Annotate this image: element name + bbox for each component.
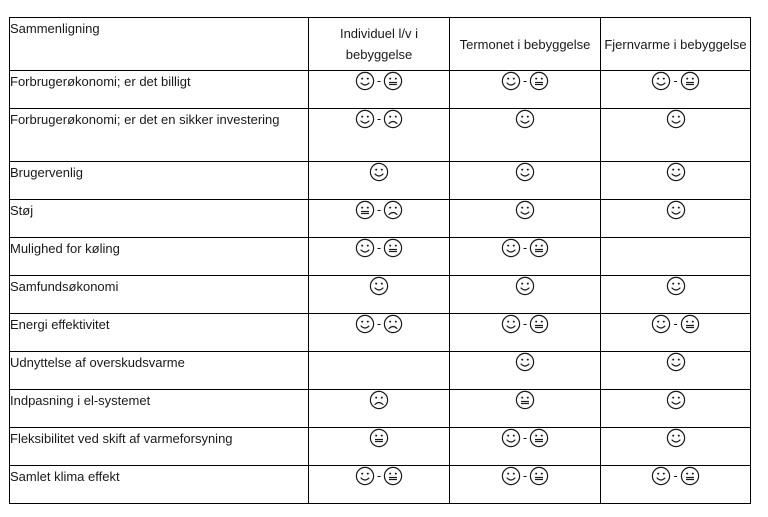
range-separator: - (376, 73, 382, 88)
frowning-face-icon (369, 390, 389, 410)
range-separator: - (376, 202, 382, 217)
table-row (10, 390, 751, 428)
rating-cell (601, 238, 751, 276)
frowning-face-icon (383, 314, 403, 334)
frowning-face-icon (383, 109, 403, 129)
neutral-face-icon (515, 390, 535, 410)
rating-cell (450, 428, 601, 466)
row-label: Brugervenlig (10, 162, 309, 200)
rating-cell (601, 276, 751, 314)
rating-cell (601, 109, 751, 162)
rating-cell (450, 276, 601, 314)
rating-cell (309, 428, 450, 466)
table-body (10, 71, 751, 504)
smiley-face-icon (501, 314, 521, 334)
neutral-face-icon (529, 428, 549, 448)
row-label: Støj (10, 200, 309, 238)
rating-cell (450, 109, 601, 162)
smiley-face-icon (651, 466, 671, 486)
row-label: Mulighed for køling (10, 238, 309, 276)
header-termonet: Termonet i bebyggelse (450, 18, 601, 71)
table-row (10, 109, 751, 162)
smiley-face-icon (666, 162, 686, 182)
header-individuel-lv: Individuel l/v i bebyggelse (309, 18, 450, 71)
range-separator: - (522, 430, 528, 445)
neutral-face-icon (529, 238, 549, 258)
range-separator: - (522, 240, 528, 255)
smiley-face-icon (666, 352, 686, 372)
rating-cell (309, 200, 450, 238)
smiley-face-icon (355, 314, 375, 334)
rating-cell (450, 200, 601, 238)
comparison-table (9, 17, 751, 504)
smiley-face-icon (501, 466, 521, 486)
range-separator: - (376, 468, 382, 483)
neutral-face-icon (383, 466, 403, 486)
rating-cell (309, 352, 450, 390)
neutral-face-icon (383, 238, 403, 258)
table-row (10, 162, 751, 200)
smiley-face-icon (355, 71, 375, 91)
rating-cell (309, 71, 450, 109)
rating-cell (309, 162, 450, 200)
rating-cell (450, 238, 601, 276)
smiley-face-icon (666, 276, 686, 296)
smiley-face-icon (515, 276, 535, 296)
smiley-face-icon (355, 238, 375, 258)
rating-cell (450, 162, 601, 200)
rating-cell (309, 466, 450, 504)
range-separator: - (376, 316, 382, 331)
rating-cell (601, 162, 751, 200)
table-row (10, 466, 751, 504)
rating-cell (601, 390, 751, 428)
smiley-face-icon (666, 390, 686, 410)
header-fjernvarme: Fjernvarme i bebyggelse (601, 18, 751, 71)
rating-cell (450, 352, 601, 390)
range-separator: - (376, 240, 382, 255)
smiley-face-icon (515, 352, 535, 372)
table-row (10, 276, 751, 314)
rating-cell (309, 109, 450, 162)
rating-cell (601, 352, 751, 390)
frowning-face-icon (383, 200, 403, 220)
range-separator: - (522, 73, 528, 88)
table-row (10, 200, 751, 238)
table-row (10, 428, 751, 466)
neutral-face-icon (529, 314, 549, 334)
rating-cell (601, 314, 751, 352)
table-row (10, 71, 751, 109)
smiley-face-icon (355, 466, 375, 486)
smiley-face-icon (651, 71, 671, 91)
rating-cell (450, 390, 601, 428)
row-label: Forbrugerøkonomi; er det billigt (10, 71, 309, 109)
smiley-face-icon (501, 428, 521, 448)
smiley-face-icon (369, 276, 389, 296)
smiley-face-icon (666, 200, 686, 220)
table-row (10, 314, 751, 352)
rating-cell (450, 71, 601, 109)
header-sammenligning: Sammenligning (10, 18, 309, 71)
rating-cell (309, 314, 450, 352)
table-row (10, 238, 751, 276)
range-separator: - (376, 111, 382, 126)
smiley-face-icon (666, 428, 686, 448)
smiley-face-icon (501, 71, 521, 91)
smiley-face-icon (515, 200, 535, 220)
range-separator: - (673, 468, 678, 483)
neutral-face-icon (680, 466, 700, 486)
smiley-face-icon (355, 109, 375, 129)
rating-cell (601, 200, 751, 238)
row-label: Samfundsøkonomi (10, 276, 309, 314)
neutral-face-icon (355, 200, 375, 220)
table-row (10, 352, 751, 390)
row-label: Indpasning i el-systemet (10, 390, 309, 428)
row-label: Udnyttelse af overskudsvarme (10, 352, 309, 390)
smiley-face-icon (651, 314, 671, 334)
smiley-face-icon (501, 238, 521, 258)
range-separator: - (522, 316, 528, 331)
row-label: Forbrugerøkonomi; er det en sikker investering (10, 109, 309, 162)
neutral-face-icon (529, 466, 549, 486)
neutral-face-icon (383, 71, 403, 91)
row-label: Fleksibilitet ved skift af varmeforsyning (10, 428, 309, 466)
rating-cell (601, 71, 751, 109)
smiley-face-icon (515, 109, 535, 129)
range-separator: - (673, 73, 678, 88)
neutral-face-icon (680, 71, 700, 91)
rating-cell (601, 428, 751, 466)
row-label: Samlet klima effekt (10, 466, 309, 504)
rating-cell (309, 276, 450, 314)
rating-cell (450, 314, 601, 352)
neutral-face-icon (369, 428, 389, 448)
neutral-face-icon (529, 71, 549, 91)
rating-cell (309, 390, 450, 428)
neutral-face-icon (680, 314, 700, 334)
header-row (10, 18, 751, 71)
rating-cell (450, 466, 601, 504)
range-separator: - (522, 468, 528, 483)
rating-cell (309, 238, 450, 276)
smiley-face-icon (515, 162, 535, 182)
row-label: Energi effektivitet (10, 314, 309, 352)
rating-cell (601, 466, 751, 504)
smiley-face-icon (369, 162, 389, 182)
smiley-face-icon (666, 109, 686, 129)
range-separator: - (673, 316, 678, 331)
